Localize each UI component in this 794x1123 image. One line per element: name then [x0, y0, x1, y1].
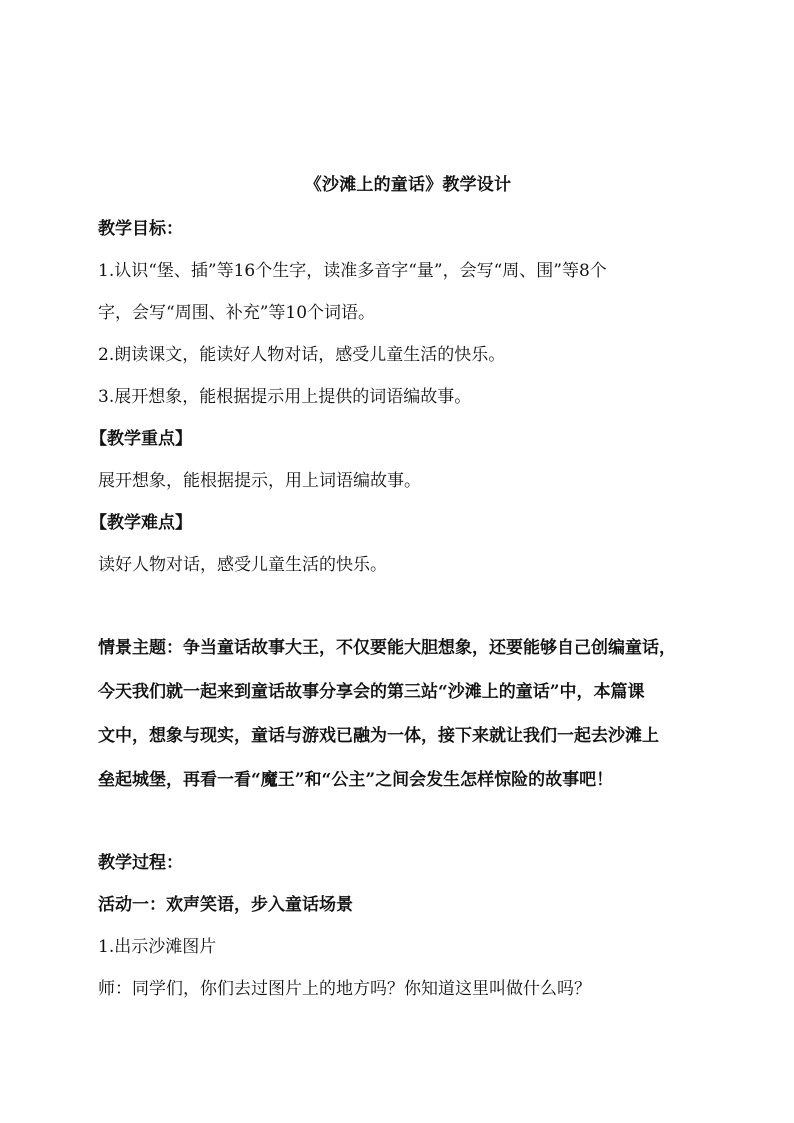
- scenario-paragraph: [98, 626, 718, 802]
- objective-line-1: 1.认识“堡、插”等16个生字，读准多音字“量”，会写“周、围”等8个: [98, 261, 607, 281]
- key-points-heading: 【教学重点】: [90, 429, 192, 449]
- difficulties-heading: 【教学难点】: [90, 513, 192, 533]
- objective-line-2: 字，会写“周围、补充”等10个词语。: [98, 303, 376, 323]
- document-content: [90, 170, 718, 1010]
- objective-line-3: 2.朗读课文，能读好人物对话，感受儿童生活的快乐。: [98, 345, 506, 365]
- scenario-line-3: 文中，想象与现实，童话与游戏已融为一体，接下来就让我们一起去沙滩上: [98, 726, 659, 746]
- step-one: 1.出示沙滩图片: [98, 937, 217, 957]
- process-heading: 教学过程：: [98, 853, 183, 873]
- document-title: 《沙滩上的童话》教学设计: [304, 175, 512, 195]
- objectives-heading: 教学目标：: [98, 219, 183, 239]
- objective-line-4: 3.展开想象，能根据提示用上提供的词语编故事。: [98, 387, 472, 407]
- difficulties-text: 读好人物对话，感受儿童生活的快乐。: [98, 555, 387, 575]
- activity-one-heading: 活动一：欢声笑语，步入童话场景: [98, 895, 353, 915]
- teacher-line: 师：同学们，你们去过图片上的地方吗？你知道这里叫做什么吗？: [98, 979, 591, 999]
- key-points-text: 展开想象，能根据提示，用上词语编故事。: [98, 471, 421, 491]
- section-gap: [98, 586, 718, 626]
- scenario-line-2: 今天我们就一起来到童话故事分享会的第三站“沙滩上的童话”中，本篇课: [98, 682, 645, 702]
- section-gap: [98, 802, 718, 842]
- scenario-line-4: 垒起城堡，再看一看“魔王”和“公主”之间会发生怎样惊险的故事吧！: [98, 770, 614, 790]
- scenario-line-1: 情景主题：争当童话故事大王，不仅要能大胆想象，还要能够自己创编童话，: [98, 638, 676, 658]
